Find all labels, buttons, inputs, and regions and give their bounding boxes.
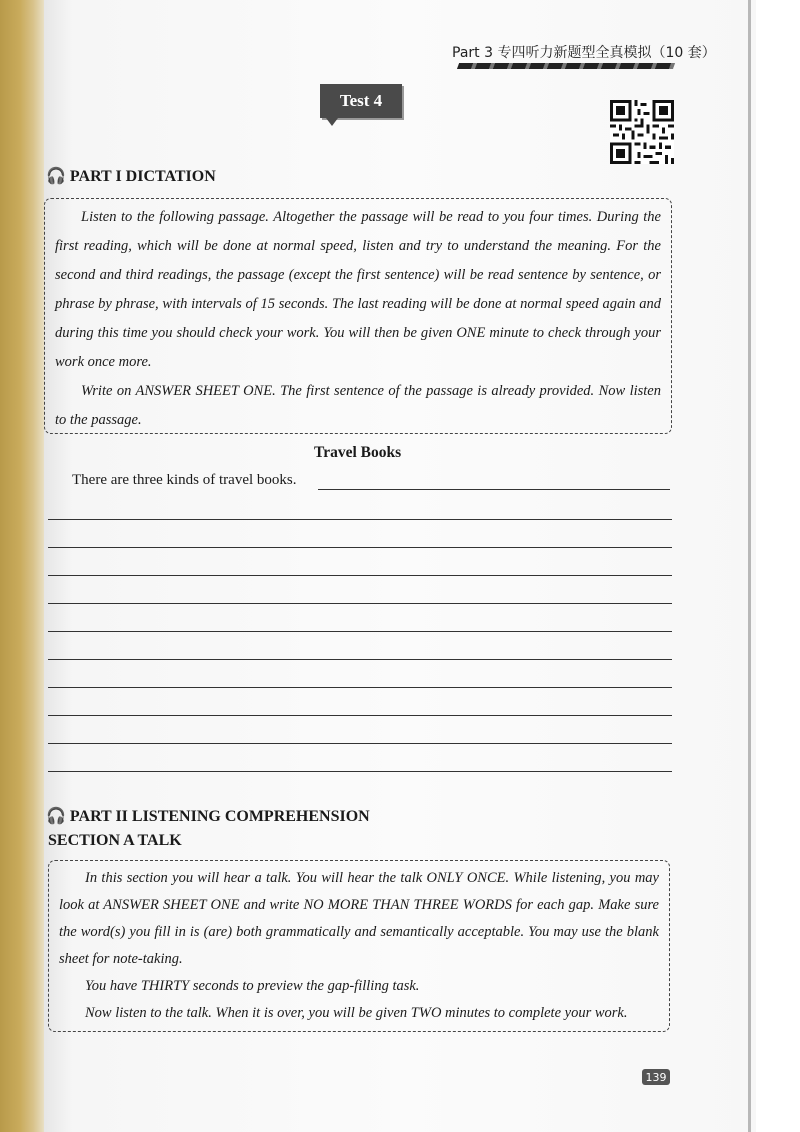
answer-line xyxy=(48,715,672,716)
part2-title xyxy=(46,806,370,826)
headphones-icon: 🎧 xyxy=(46,166,66,185)
part2-instruction-paragraph: In this section you will hear a talk. You will hear the talk ONLY ONCE. While listening, you may look at ANSWER SHEET ONE and write NO MORE THAN THREE WORDS for each gap. Make sure the word(s) you fill in is (are) both grammatically and semantically acceptable. You may use the blank sheet for note-taking. xyxy=(59,870,659,967)
part1-instruction-paragraph: Write on ANSWER SHEET ONE. The first sentence of the passage is already provided. Now listen to the passage. xyxy=(55,383,661,428)
part2-instruction-paragraph: You have THIRTY seconds to preview the gap-filling task. xyxy=(85,978,420,994)
test-badge: Test 4 xyxy=(320,84,402,118)
answer-line xyxy=(48,771,672,772)
answer-line xyxy=(48,743,672,744)
header-decorative-bar xyxy=(457,63,675,69)
answer-line xyxy=(48,575,672,576)
section-a-heading: SECTION A TALK xyxy=(48,832,182,849)
answer-line xyxy=(318,489,670,490)
running-header: Part 3 专四听力新题型全真模拟（10 套） xyxy=(452,45,716,61)
qr-code-icon xyxy=(610,100,674,164)
part1-instructions-box xyxy=(44,198,672,434)
part1-title xyxy=(46,166,216,186)
headphones-icon: 🎧 xyxy=(46,806,66,825)
passage-title: Travel Books xyxy=(314,444,402,461)
part1-instruction-paragraph: Listen to the following passage. Altogether the passage will be read to you four times. During the first reading, which will be done at normal speed, listen and try to understand the meaning. For the second and third readings, the passage (except the first sentence) will be read sentence by sentence, or phrase by phrase, with intervals of 15 seconds. The last reading will be done at normal speed again and during this time you should check your work. You will then be given ONE minute to check through your work once more. xyxy=(55,209,661,370)
book-spine-edge xyxy=(0,0,44,1132)
part2-instruction-paragraph: Now listen to the talk. When it is over, you will be given TWO minutes to complete your work. xyxy=(85,1005,628,1021)
part2-title-text: PART II LISTENING COMPREHENSION xyxy=(69,808,370,825)
answer-line xyxy=(48,687,672,688)
answer-line xyxy=(48,603,672,604)
page-number: 139 xyxy=(642,1069,670,1085)
answer-line xyxy=(48,547,672,548)
page-edge xyxy=(748,0,751,1132)
part2-instructions-box xyxy=(48,860,670,1032)
passage-first-sentence: There are three kinds of travel books. xyxy=(72,472,297,488)
answer-line xyxy=(48,519,672,520)
part1-title-text: PART I DICTATION xyxy=(69,168,216,185)
answer-line xyxy=(48,631,672,632)
answer-line xyxy=(48,659,672,660)
